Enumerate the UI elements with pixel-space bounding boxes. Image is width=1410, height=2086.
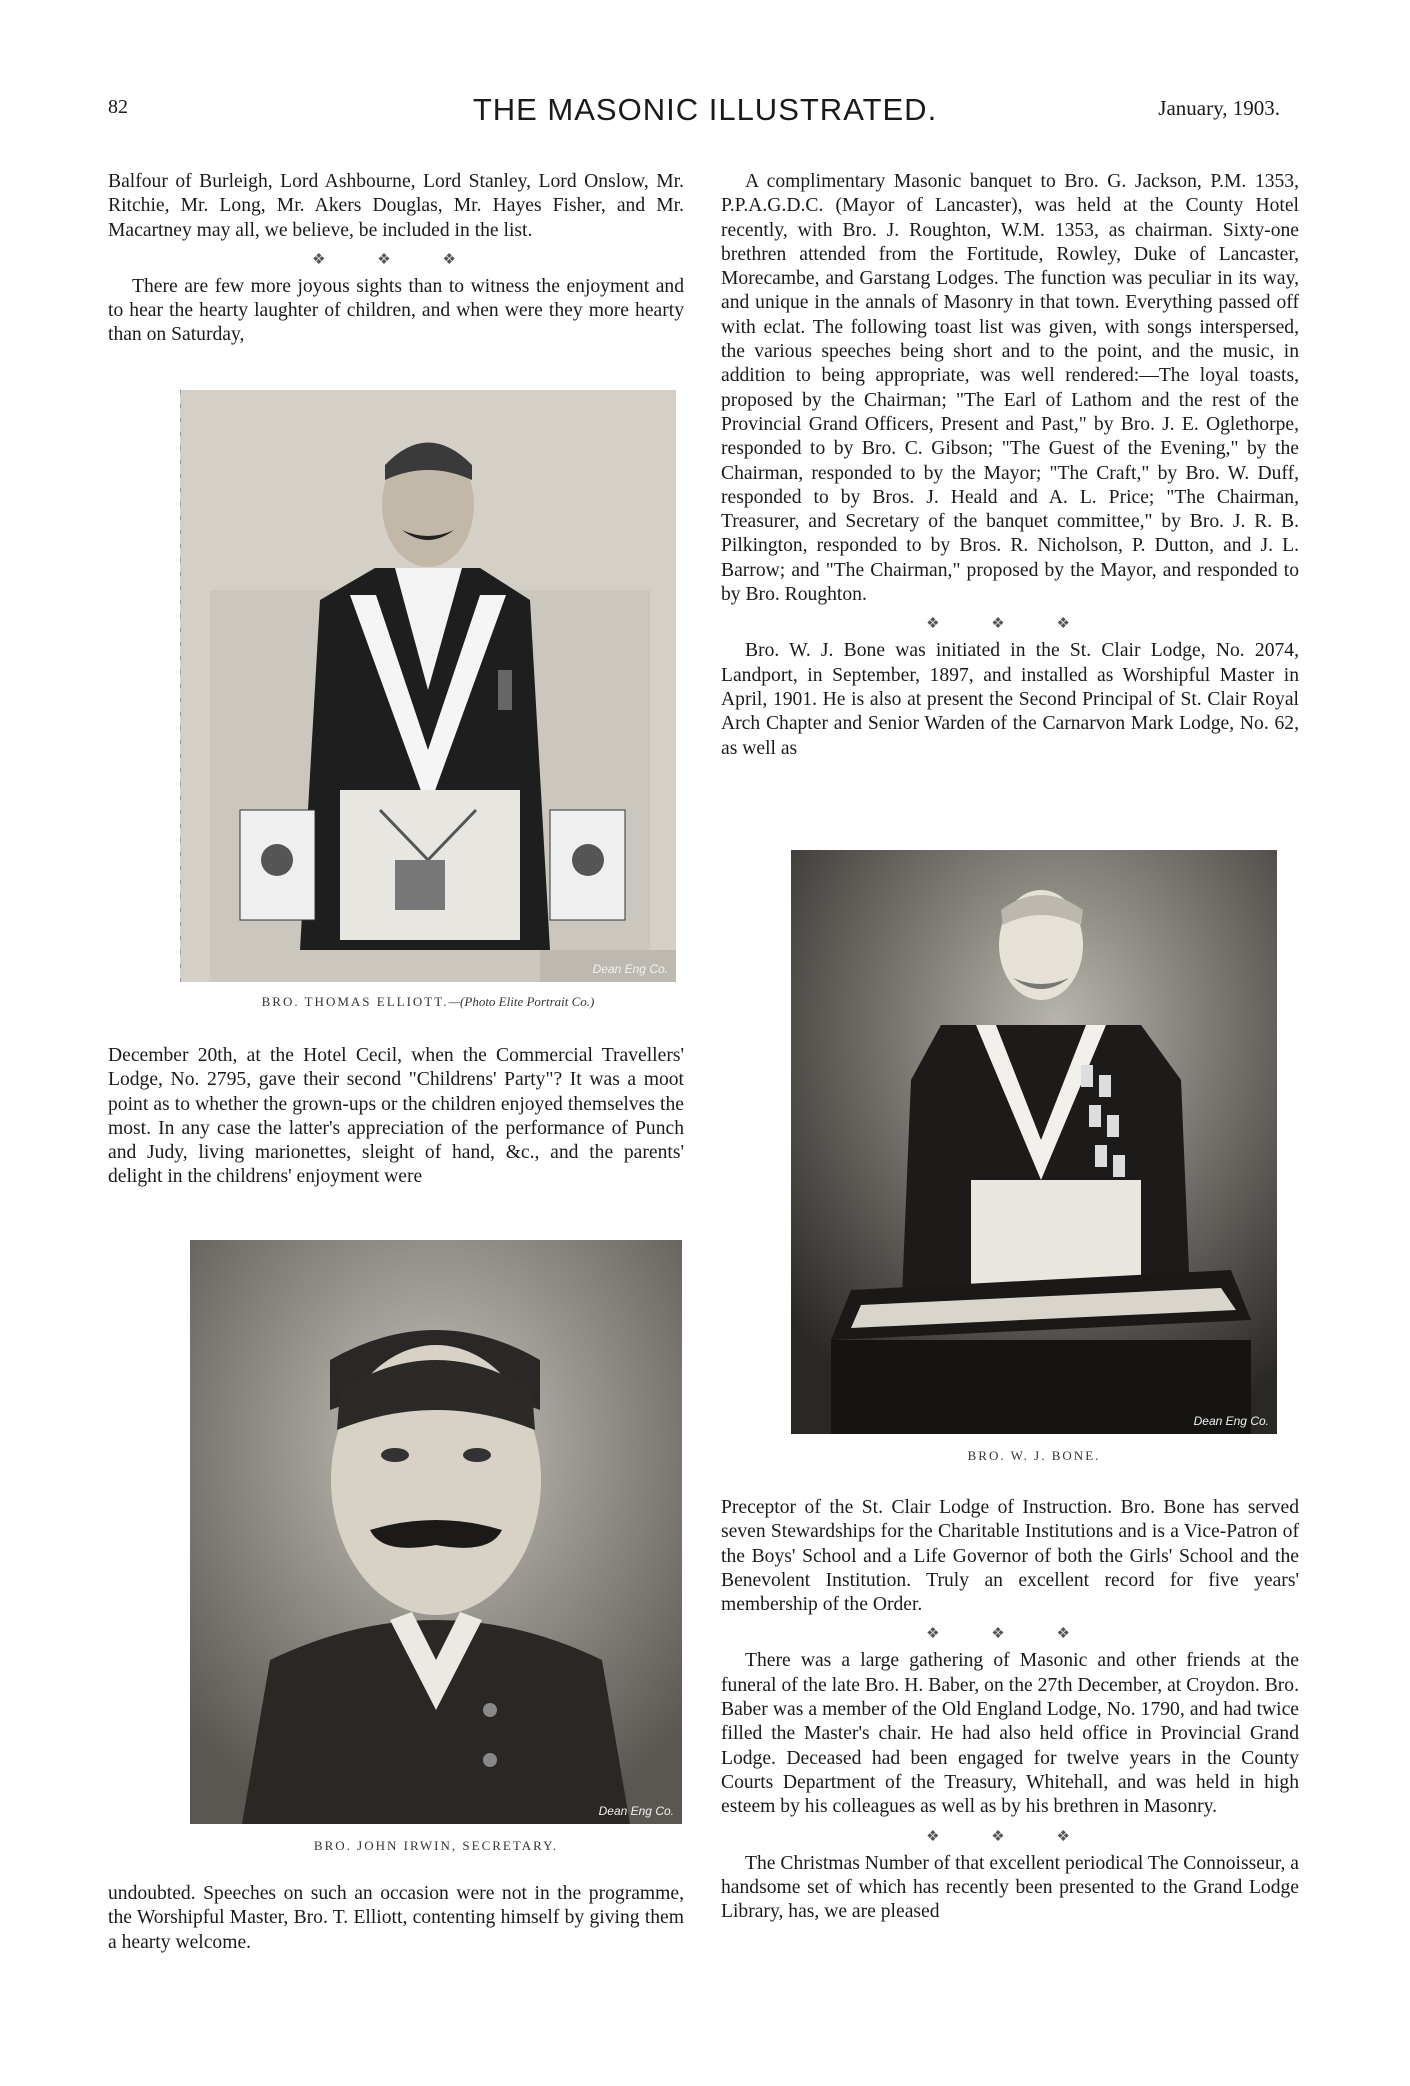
photo-wj-bone — [791, 850, 1277, 1434]
paragraph-childrens-party: There are few more joyous sights than to witness the enjoyment and to hear the hearty laughter of children, and when were they more hearty than on Saturday, — [108, 275, 684, 346]
paragraph-party-continued: December 20th, at the Hotel Cecil, when the Commercial Travellers' Lodge, No. 2795, gave their second "Childrens' Party"? It was a moot point as to whether the grown-ups or the children enjoyed themselves the most. In any case the latter's appreciation of the performance of Punch and Judy, living marionettes, sleight of hand, &c., and the parents' delight in the childrens' enjoyment were — [108, 1045, 684, 1188]
page-header — [0, 92, 1410, 132]
paragraph-connoisseur: The Christmas Number of that excellent periodical The Connoisseur, a handsome set of which has recently been presented to the Grand Lodge Library, has, we are pleased — [721, 1852, 1299, 1923]
ornament-divider: ❖ ❖ ❖ — [926, 616, 1094, 633]
caption-wj-bone: BRO. W. J. BONE. — [967, 1448, 1101, 1463]
left-column-bottom — [108, 1882, 684, 1955]
portrait-irwin-illustration — [190, 1240, 682, 1824]
issue-date: January, 1903. — [1158, 96, 1280, 120]
right-column-top — [721, 170, 1299, 761]
caption-name: BRO. THOMAS ELLIOTT. — [261, 994, 449, 1009]
portrait-elliott-illustration — [180, 390, 676, 982]
ornament-divider: ❖ ❖ ❖ — [926, 1626, 1094, 1643]
paragraph-bone-continued: Preceptor of the St. Clair Lodge of Instruction. Bro. Bone has served seven Stewardships for the Charitable Institutions and is a Vice-Patron of the Boys' School and a Life Governor of both the Girls' School and the Benevolent Institution. Truly an excellent record for five years' membership of the Order. — [721, 1497, 1299, 1616]
publication-title: THE MASONIC ILLUSTRATED. — [472, 92, 938, 127]
left-column-middle — [108, 1044, 684, 1190]
engraver-credit: Dean Eng Co. — [1193, 1414, 1269, 1428]
paragraph-list-continuation: Balfour of Burleigh, Lord Ashbourne, Lord Stanley, Lord Onslow, Mr. Ritchie, Mr. Long, Mr. Akers Douglas, Mr. Hayes Fisher, and Mr. Macartney may all, we believe, be included in the list. — [108, 171, 684, 241]
photo-john-irwin — [190, 1240, 682, 1824]
paragraph-baber-funeral: There was a large gathering of Masonic and other friends at the funeral of the late Bro. H. Baber, on the 27th December, at Croydon. Bro. Baber was a member of the Old England Lodge, No. 1790, and had twice filled the Master's chair. He had also held office in Provincial Grand Lodge. Deceased had been engaged for twelve years in the County Courts Department of the Treasury, Whitehall, and was held in high esteem by his colleagues as well as by his brethren in Masonry. — [721, 1650, 1299, 1818]
caption-thomas-elliott — [180, 994, 676, 1010]
paragraph-bone-initiation: Bro. W. J. Bone was initiated in the St. Clair Lodge, No. 2074, Landport, in September, 1897, and installed as Worshipful Master in April, 1901. He is also at present the Second Principal of St. Clair Royal Arch Chapter and Senior Warden of the Carnarvon Mark Lodge, No. 62, as well as — [721, 640, 1299, 759]
paragraph-speeches: undoubted. Speeches on such an occasion were not in the programme, the Worshipful Master, Bro. T. Elliott, contenting himself by giving them a hearty welcome. — [108, 1883, 684, 1953]
portrait-bone-illustration — [791, 850, 1277, 1434]
engraver-credit: Dean Eng Co. — [592, 962, 668, 976]
ornament-divider: ❖ ❖ ❖ — [312, 251, 480, 268]
paragraph-jackson-banquet: A complimentary Masonic banquet to Bro. G. Jackson, P.M. 1353, P.P.A.G.D.C. (Mayor of Lancaster), was held at the County Hotel recently, with Bro. J. Roughton, W.M. 1353, as chairman. Sixty-one brethren attended from the Fortitude, Rowley, Duke of Lancaster, Morecambe, and Garstang Lodges. The function was peculiar in its way, and unique in the annals of Masonry in that town. Everything passed off with eclat. The following toast list was given, with songs interspersed, the various speeches being short and to the point, and the music, in addition to being appropriate, was well rendered:—The loyal toasts, proposed by the Chairman; "The Earl of Lathom and the rest of the Provincial Grand Officers, Present and Past," by Bro. J. E. Oglethorpe, responded to by Bro. C. Gibson; "The Guest of the Evening," by the Chairman, responded to by the Mayor; "The Craft," by Bro. W. Duff, responded to by Bros. J. Heald and A. L. Price; "The Chairman, Treasurer, and Secretary of the banquet committee," by Bro. J. R. B. Pilkington, responded to by Bros. R. Nicholson, P. Dutton, and J. L. Barrow; and "The Chairman," proposed by the Mayor, and responded to by Bro. Roughton. — [721, 171, 1299, 606]
caption-john-irwin: BRO. JOHN IRWIN, SECRETARY. — [313, 1838, 559, 1853]
left-column-top — [108, 170, 684, 348]
page-number: 82 — [108, 96, 128, 118]
caption-photo-credit: —(Photo Elite Portrait Co.) — [448, 994, 595, 1009]
right-column-bottom — [721, 1496, 1299, 1924]
ornament-divider: ❖ ❖ ❖ — [926, 1828, 1094, 1845]
engraver-credit: Dean Eng Co. — [598, 1804, 674, 1818]
photo-thomas-elliott — [180, 390, 676, 982]
